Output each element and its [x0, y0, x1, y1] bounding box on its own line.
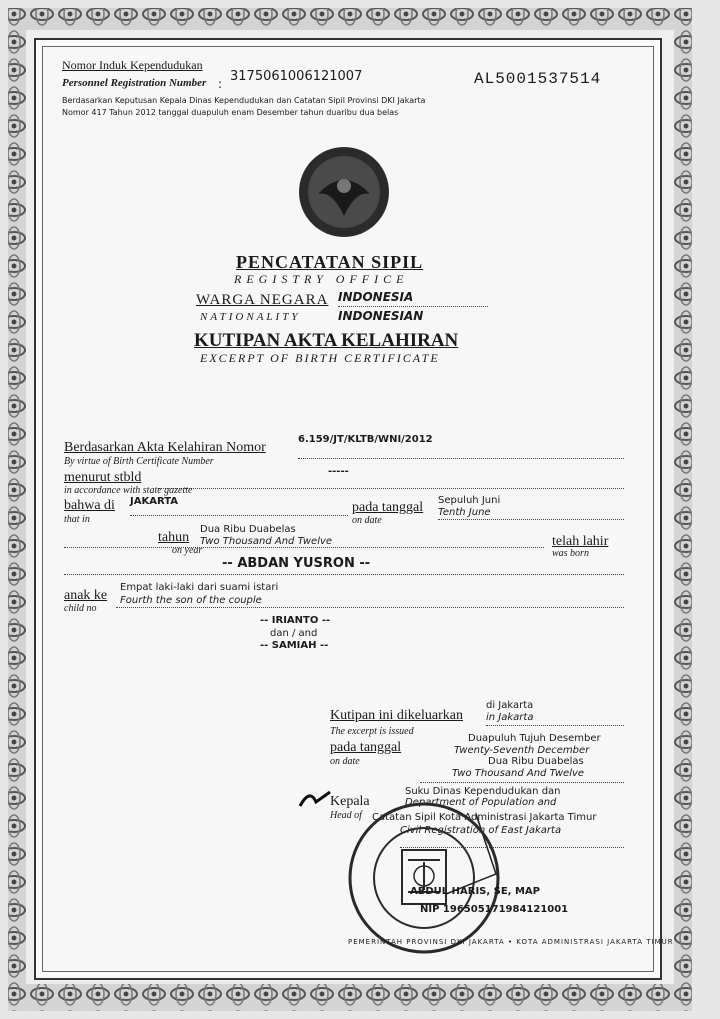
nik-value: 3175061006121007 — [230, 69, 363, 84]
and-text: dan / and — [270, 628, 318, 639]
cert-number-label: Berdasarkan Akta Kelahiran Nomor — [64, 440, 266, 455]
birthyear-value: Dua Ribu Duabelas — [200, 524, 296, 535]
issue-label-en: The excerpt is issued — [330, 726, 414, 737]
issue-date-label-en: on date — [330, 756, 360, 767]
issue-label: Kutipan ini dikeluarkan — [330, 708, 463, 723]
birthdate-label-en: on date — [352, 515, 382, 526]
decree-line-2: Nomor 417 Tahun 2012 tanggal duapuluh enam Desember tahun duaribu dua belas — [62, 108, 399, 117]
office-title-en: REGISTRY OFFICE — [234, 272, 409, 286]
issue-date-label: pada tanggal — [330, 740, 402, 755]
document-title-en: EXCERPT OF BIRTH CERTIFICATE — [200, 351, 440, 365]
nationality-label: WARGA NEGARA — [196, 292, 329, 308]
birthplace-label: bahwa di — [64, 498, 115, 513]
decree-line-1: Berdasarkan Keputusan Kepala Dinas Kependudukan dan Catatan Sipil Provinsi DKI Jakarta — [62, 96, 426, 105]
born-label: telah lahir — [552, 534, 609, 549]
head-label-en: Head of — [330, 810, 362, 821]
official-name: ABDUL HARIS, SE, MAP — [410, 886, 540, 897]
garuda-emblem-icon — [298, 146, 390, 238]
nationality-value-en: INDONESIAN — [338, 309, 424, 323]
stbld-label: menurut stbld — [64, 470, 142, 485]
issue-year-value: Dua Ribu Duabelas — [488, 756, 584, 767]
nationality-value: INDONESIA — [338, 290, 414, 304]
child-order-label: anak ke — [64, 588, 108, 603]
office-title: PENCATATAN SIPIL — [236, 252, 424, 272]
issue-date-value-en: Twenty-Seventh December — [454, 745, 590, 756]
issue-place: di Jakarta — [486, 700, 534, 711]
birthdate-value-en: Tenth June — [438, 507, 491, 518]
cert-number-label-en: By virtue of Birth Certificate Number — [64, 456, 214, 467]
head-label: Kepala — [330, 794, 370, 809]
born-label-en: was born — [552, 548, 589, 559]
official-nip: NIP 196505171984121001 — [420, 904, 569, 915]
birthdate-label: pada tanggal — [352, 500, 424, 515]
birthyear-label: tahun — [158, 530, 190, 545]
office-line-1: Suku Dinas Kependudukan dan — [405, 786, 561, 797]
mother-name: -- SAMIAH -- — [260, 640, 329, 651]
office-line-3: Catatan Sipil Kota Administrasi Jakarta Timur — [372, 812, 597, 823]
issue-date-value: Duapuluh Tujuh Desember — [468, 733, 601, 744]
seal-ring-text: PEMERINTAH PROVINSI DKI JAKARTA • KOTA ADMINISTRASI JAKARTA TIMUR — [348, 938, 674, 946]
birthdate-value: Sepuluh Juni — [438, 495, 501, 506]
issue-place-en: in Jakarta — [486, 712, 534, 723]
document-title: KUTIPAN AKTA KELAHIRAN — [194, 330, 459, 351]
birthplace-value: JAKARTA — [130, 496, 178, 507]
father-name: -- IRIANTO -- — [260, 615, 331, 626]
child-order-value-en: Fourth the son of the couple — [120, 595, 262, 606]
official-seal-icon — [346, 800, 502, 956]
birthplace-label-en: that in — [64, 514, 90, 525]
serial-number: AL5001537514 — [474, 70, 602, 88]
office-line-2: Department of Population and — [405, 797, 557, 808]
nik-label-en: Personnel Registration Number — [62, 77, 207, 89]
birthyear-label-en: on year — [172, 545, 203, 556]
nik-label: Nomor Induk Kependudukan — [62, 58, 203, 72]
issue-year-value-en: Two Thousand And Twelve — [452, 768, 585, 779]
stbld-label-en: in accordance with state gazette — [64, 485, 193, 496]
birthyear-value-en: Two Thousand And Twelve — [200, 536, 333, 547]
child-order-value: Empat laki-laki dari suami istari — [120, 582, 279, 593]
nationality-label-en: NATIONALITY — [200, 311, 301, 323]
cert-number-value: 6.159/JT/KLTB/WNI/2012 — [298, 434, 433, 445]
stbld-value: ----- — [328, 466, 349, 477]
child-order-label-en: child no — [64, 603, 97, 614]
office-line-4: Civil Registration of East Jakarta — [400, 825, 562, 836]
child-name: -- ABDAN YUSRON -- — [222, 556, 371, 571]
